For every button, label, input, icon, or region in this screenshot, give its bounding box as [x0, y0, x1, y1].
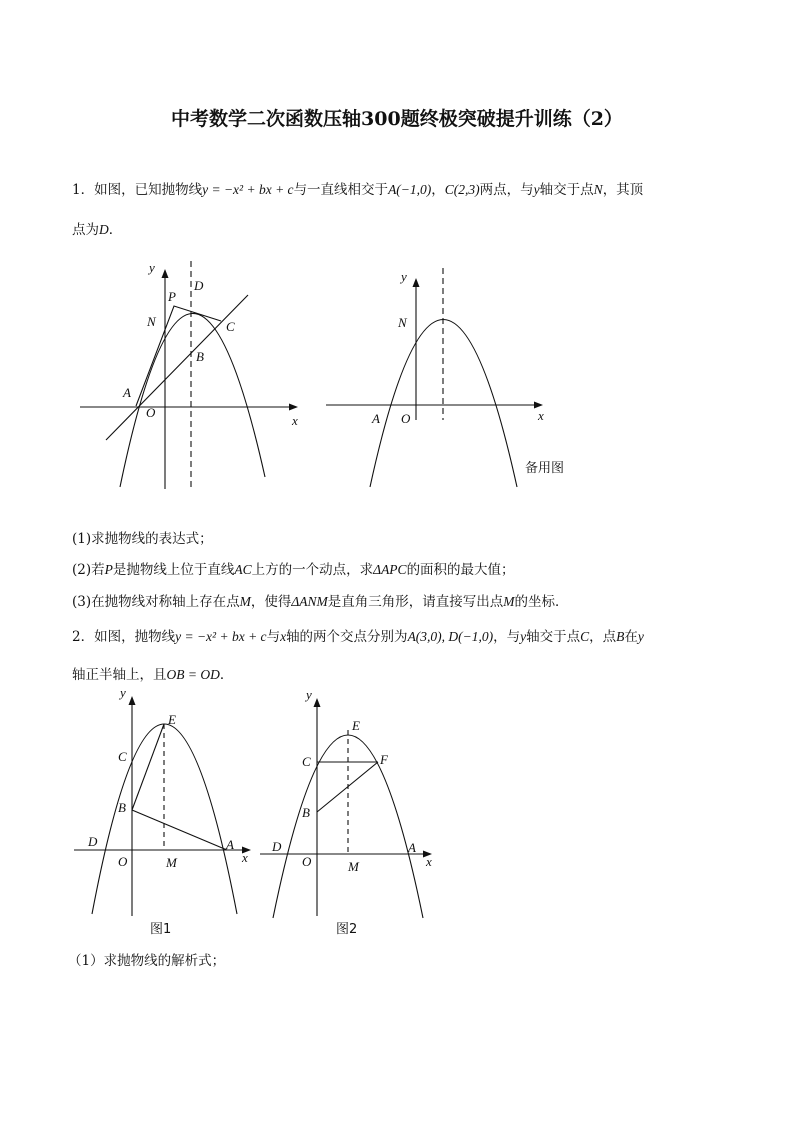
q1-part1: (1)求抛物线的表达式；	[72, 531, 213, 547]
q2-x-var: x	[280, 629, 287, 644]
q2-text-2: 与	[266, 629, 281, 645]
q2-fig2-label-y: y	[306, 687, 312, 702]
q2-text-7: 在	[624, 629, 638, 645]
q2-text-3: 轴的两个交点分别为	[286, 629, 408, 645]
q1-text-1: 如图，已知抛物线	[94, 182, 203, 198]
q2-fig2-label-a: A	[408, 840, 416, 855]
q2-fig1-line-be	[132, 724, 164, 810]
q1-fig2-label-a: A	[372, 411, 380, 426]
q2-fig1-y-arrow	[129, 696, 136, 705]
q2-b-var: B	[616, 629, 625, 644]
q1-fig1-label-a: A	[123, 385, 131, 400]
q1-statement-line2	[72, 218, 122, 238]
q2-part1: （1）求抛物线的解析式；	[68, 953, 226, 969]
q1-fig1-label-n: N	[147, 314, 156, 329]
q1-text-4: 轴交于点	[539, 182, 594, 198]
q1-fig1-label-b: B	[196, 349, 204, 364]
q2-fig2-label-d: D	[272, 839, 282, 854]
q1-fig2-label-x: x	[538, 408, 544, 423]
q2-fig1-label-m: M	[166, 855, 177, 870]
q2-y-var: y	[520, 629, 527, 644]
q1-statement-line1	[72, 178, 643, 198]
q2-figure-2	[256, 686, 442, 922]
q1-d-var: D	[99, 222, 109, 237]
q1-fig1-label-p: P	[168, 289, 176, 304]
q1-fig1-line-ac	[106, 295, 248, 440]
q1-part3	[72, 590, 569, 610]
q1-text-5: ，其顶	[602, 182, 644, 198]
q1-fig1-label-d: D	[194, 278, 204, 293]
q2-statement-line1	[72, 625, 644, 645]
q1-point-c: C(2,3)	[444, 182, 480, 197]
q1-text-2: 与一直线相交于	[293, 182, 389, 198]
q2-y-var-2: y	[637, 629, 644, 644]
q1-fig2-label-y: y	[401, 269, 407, 284]
q2-fig2-label-f: F	[380, 752, 388, 767]
q1-equation: y = −x² + bx + c	[202, 182, 294, 197]
q1-y-var: y	[533, 182, 540, 197]
q1-fig1-parabola	[120, 313, 265, 487]
q1-part2-triangle: ΔAPC	[373, 562, 407, 577]
q1-fig1-y-arrow	[162, 269, 169, 278]
q1-n-var: N	[593, 182, 603, 197]
q1-number: 1．	[72, 182, 95, 198]
q1-part3-m: M	[239, 594, 251, 609]
q1-part3-triangle: ΔANM	[291, 594, 328, 609]
q1-part2	[72, 558, 515, 578]
q1-fig2-y-arrow	[413, 278, 420, 287]
q1-part2-ac: AC	[234, 562, 252, 577]
q1-text-3: 两点，与	[479, 182, 534, 198]
q2-text-1: 如图，抛物线	[94, 629, 176, 645]
q1-fig1-label-x: x	[292, 413, 298, 428]
q1-spare-caption: 备用图	[525, 461, 565, 476]
q2-fig1-label-o: O	[118, 854, 128, 869]
q2-fig2-label-m: M	[348, 859, 359, 874]
q2-fig2-label-c: C	[302, 754, 311, 769]
q1-sep: ，	[431, 182, 445, 198]
q2-fig1-label-a: A	[226, 837, 234, 852]
q2-fig2-label-b: B	[302, 805, 310, 820]
q2-c-var: C	[580, 629, 590, 644]
q1-part3-m2: M	[503, 594, 515, 609]
q1-fig1-label-y: y	[149, 260, 155, 275]
q2-fig1-line-ba	[132, 810, 227, 850]
q1-point-a: A(−1,0)	[388, 182, 432, 197]
q1-fig2-label-n: N	[398, 315, 407, 330]
q1-line2-a: 点为	[72, 222, 99, 238]
q2-figure-2-caption: 图2	[336, 922, 358, 937]
q2-fig1-label-y: y	[120, 686, 126, 700]
page-title: 中考数学二次函数压轴300题终极突破提升训练（2）	[171, 108, 623, 130]
q1-fig1-label-c: C	[226, 319, 235, 334]
q1-part3-c: 是直角三角形，请直接写出点	[327, 594, 504, 610]
q2-number: 2．	[72, 629, 95, 645]
q2-fig2-label-x: x	[426, 854, 432, 869]
q2-text-6: ，点	[589, 629, 617, 645]
q2-line2-b: ．	[219, 667, 234, 683]
q2-fig1-label-x: x	[242, 850, 248, 865]
q1-part3-d: 的坐标．	[514, 594, 569, 610]
q1-part2-d: 的面积的最大值；	[406, 562, 515, 578]
q2-fig2-label-e: E	[352, 718, 360, 733]
q1-line2-b: ．	[108, 222, 123, 238]
q2-figure-1	[70, 686, 262, 922]
q2-figure-1-caption: 图1	[150, 922, 172, 937]
q1-fig1-x-arrow	[289, 404, 298, 411]
q1-part2-b: 是抛物线上位于直线	[112, 562, 235, 578]
q2-text-4: ，与	[493, 629, 521, 645]
q2-fig1-label-d: D	[88, 834, 98, 849]
q1-figure-spare	[322, 262, 554, 494]
q1-part2-a: (2)若	[72, 562, 105, 578]
q2-fig1-label-b: B	[118, 800, 126, 815]
q1-part2-c: 上方的一个动点，求	[251, 562, 374, 578]
q1-fig1-label-o: O	[146, 405, 156, 420]
q1-fig2-label-o: O	[401, 411, 411, 426]
q2-condition: OB = OD	[166, 667, 220, 682]
q1-part3-b: ，使得	[250, 594, 292, 610]
q2-line2-a: 轴正半轴上，且	[72, 667, 167, 683]
q1-part3-a: (3)在抛物线对称轴上存在点	[72, 594, 240, 610]
q2-fig1-label-c: C	[118, 749, 127, 764]
q2-points: A(3,0), D(−1,0)	[407, 629, 494, 644]
q2-fig2-label-o: O	[302, 854, 312, 869]
q1-figure-main	[76, 255, 308, 493]
q1-part2-p: P	[104, 562, 113, 577]
q2-text-5: 轴交于点	[526, 629, 581, 645]
q2-fig2-y-arrow	[314, 698, 321, 707]
q2-fig1-label-e: E	[168, 712, 176, 727]
q2-statement-line2	[72, 663, 233, 683]
q2-equation: y = −x² + bx + c	[175, 629, 267, 644]
